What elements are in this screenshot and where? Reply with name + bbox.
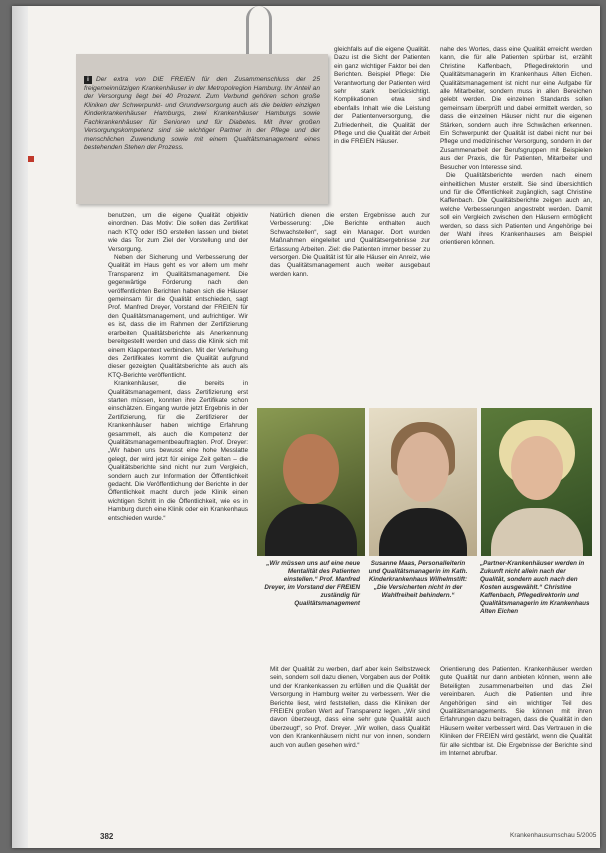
caption-kaffenbach: „Partner-Krankenhäuser werden in Zukunft nicht allein nach der Qualität, sondern auch nach den Kosten ausgewählt.“ Christine Kaffenbach, Pflegedirektorin und Qualitätsmanagerin im Krankenhaus Alten Eichen bbox=[480, 560, 590, 615]
red-marker bbox=[28, 156, 34, 162]
paragraph: Natürlich dienen die ersten Ergebnisse auch zur Verbesserung: „Die Berichte enthalten auch Schwachstellen“, sagt ein Manager. Dort wurden Maßnahmen eingeleitet und Qualitätsergebnisse zur Erfassung Arbeiten. Ziel: die Patienten immer besser zu versorgen. Die Qualität ist für alle Häuser ein Anreiz, wie das Qualitätsmanagement auch weiter ausgebaut werden kann. bbox=[270, 212, 430, 278]
caption-dreyer: „Wir müssen uns auf eine neue Mentalität des Patienten einstellen.“ Prof. Manfred Dreyer, im Vorstand der FREIEN zuständig für Qualitätsmanagement bbox=[264, 560, 360, 607]
paragraph: Neben der Sicherung und Verbesserung der Qualität im Haus geht es vor allem um mehr Transparenz im Qualitätsmanagement. Die gegenwärtige Förderung nach den veröffentlichten Berichten haben sich die Häuser gemeinsam für die Qualität entschieden, sagt Prof. Manfred Dreyer, Vorstand der FREIEN für den Qualitätsmanagement, und aufrichtiger. Wir es ist, dass die im Rahmen der Zertifizierung erarbeiten Qualitätsberichte als Anerkennung bereitgestellt werden und dass die Klinik sich mit einem Klappentext verbinden. Mit der Verleihung des Zertifikates kommt die Qualität aufgrund dieser gezeigten Qualitätsberichte als auch als KTQ-Berichte veröffentlicht. bbox=[108, 254, 248, 379]
photo-susanne-maas bbox=[369, 408, 477, 556]
paragraph: Orientierung des Patienten. Krankenhäuser werden gute Qualität nur dann anbieten können, wenn alle Beteiligten zusammenarbeiten und das Ziel vereinbaren. Auch die Patienten und ihre Angehörigen sind ein wichtiger Teil des Qualitätsmanagements. Sie können mit ihren Erfahrungen dazu beitragen, dass die Qualität in den Häusern weiter verbessert wird. Das Vertrauen in die Kliniken der FREIEN wird gestärkt, wenn die Qualität für alle sichtbar ist. Die Ergebnisse der Berichte sind im Internet abrufbar. bbox=[440, 666, 592, 758]
paragraph: Mit der Qualität zu werben, darf aber kein Selbstzweck sein, sondern soll dazu dienen, Vorgaben aus der Politik und der Krankenkassen zu erfüllen und die Qualität der Versorgung in Hamburg weiter zu verbessern. Wer die Berichte liest, wird feststellen, dass die Kliniken der FREIEN großen Wert auf Transparenz legen. „Wir sind davon überzeugt, dass eine sehr gute Qualität auch überzeugt“, so Prof. Dreyer. „Wir wollen, dass Qualität von den Krankenhäusern nicht nur von innen, sondern auch von außen gesehen wird.“ bbox=[270, 666, 430, 749]
portrait-photos bbox=[257, 408, 592, 556]
column-mid-bottom bbox=[270, 666, 430, 826]
column-left bbox=[108, 212, 248, 822]
paragraph: gleichfalls auf die eigene Qualität. Dazu ist die Sicht der Patienten ein ganz wichtiger Faktor bei den Berichten. Beispiel Pflege: Die Verantwortung der Patienten wird sehr stark berücksichtigt. Komplikationen etwa sind ebenfalls Inhalt wie die Leistung der Patientenversorgung, die Zufriedenheit, die Qualität der Pflege und die Qualität der Arbeit in die FREIEN Häuser. bbox=[334, 46, 430, 146]
paragraph: Die Qualitätsberichte werden nach einem einheitlichen Muster erstellt. Sie sind übersichtlich und für die Öffentlichkeit zugänglich, sagt Christine Kaffenbach. Die Qualitätsberichte zeigen auch an, welche Verbesserungen angestrebt werden. Damit soll ein Vergleich zwischen den Häusern ermöglicht werden, so dass sich Patienten und Angehörige bei der Wahl ihres Krankenhauses am Beispiel orientieren können. bbox=[440, 172, 592, 247]
column-mid-top bbox=[270, 212, 430, 400]
column-mid-upper bbox=[334, 46, 430, 210]
publication-source: Krankenhausumschau 5/2005 bbox=[510, 832, 597, 839]
caption-maas: Susanne Maas, Personalleiterin und Qualitätsmanagerin im Kath. Kinderkrankenhaus Wilhelmstift: „Die Versicherten nicht in der Wahlfreiheit behindern.“ bbox=[368, 560, 468, 599]
photo-christine-kaffenbach bbox=[481, 408, 592, 556]
paragraph: Krankenhäuser, die bereits in Qualitätsmanagement, dass Zertifizierung erst starten müssen, konnten ihre Zertifikate schon einschätzen. Eingang wurde jetzt Ergebnis in der Zertifizierung, für die Zertifizierer der Krankenhäuser haben wichtige Erfahrung gesammelt, als auch die Kompetenz der Qualitätsmanagementbeauftragten. Prof. Dreyer: „Wir haben uns bewusst eine hohe Messlatte gelegt, der wird jetzt für einige Zeit gelten – die Qualitätsberichte sind nicht nur zum Vergleich, sondern auch zur Information der Öffentlichkeit gedacht. Die Veröffentlichung der Berichte in der Öffentlichkeit macht durch jede Klinik einen wichtigen Schritt in die Öffentlichkeit, wie es in Hamburg durch eine Klinik oder ein Krankenhaus entschieden wurde.“ bbox=[108, 380, 248, 522]
photo-manfred-dreyer bbox=[257, 408, 365, 556]
column-right-bottom bbox=[440, 666, 592, 826]
column-right-top bbox=[440, 46, 592, 400]
page-number: 382 bbox=[100, 832, 114, 841]
magazine-page bbox=[12, 6, 600, 848]
info-icon: i bbox=[84, 76, 92, 84]
binding-margin bbox=[12, 6, 28, 848]
paragraph: nahe des Wortes, dass eine Qualität erreicht werden kann, die für alle Patienten spürbar ist, erzählt Christine Kaffenbach, Pflegedirektorin und Qualitätsmanagerin im Krankenhaus Alten Eichen. Qualitätsmanagement ist nicht nur eine Aufgabe für alle Mitarbeiter, sondern muss in allen Bereichen gelebt werden. Die einzelnen Standards sollen gemeinsam überprüft und dabei ermittelt werden, so dass die einzelnen Häuser nicht nur die eigenen Stärken, sondern auch ihre Schwächen erkennen. Ein Schwerpunkt der Qualität ist dabei nicht nur bei Pflege und medizinischer Versorgung, sondern in der Zusammenarbeit der Berufsgruppen mit Beispielen aus der Praxis, die für Patienten, Mitarbeiter und Besucher von Interesse sind. bbox=[440, 46, 592, 171]
info-box bbox=[76, 54, 328, 204]
paragraph: benutzen, um die eigene Qualität objektiv einordnen. Das Motiv: Die sollen das Zertifikat nach KTQ oder ISO erstellen lassen und bietet wie das Tor zum Ziel der Vorstellung und der Versorgung. bbox=[108, 212, 248, 253]
info-box-text: Der extra von DIE FREIEN für den Zusammenschluss der 25 freigemeinnützigen Krankenhäuser in der Metropolregion Hamburg. Ihr Anteil an der Versorgung liegt bei 40 Prozent. Zum Verbund gehören schon große Kliniken der Schwerpunkt- und Grundversorgung auch als die beiden einzigen Kinderkrankenhäuser Hamburgs, zwei Krankenhäuser Hamburgs sowie Fachkrankenhäuser für Senioren und für Diabetes. Mit ihrer großen Versorgungskompetenz sind sie wichtiger Partner in der Pflege und der menschlichen Zuwendung sowie mit einem Qualitätsmanagement eines bestehenden Stehen der Prozess. bbox=[84, 76, 320, 151]
